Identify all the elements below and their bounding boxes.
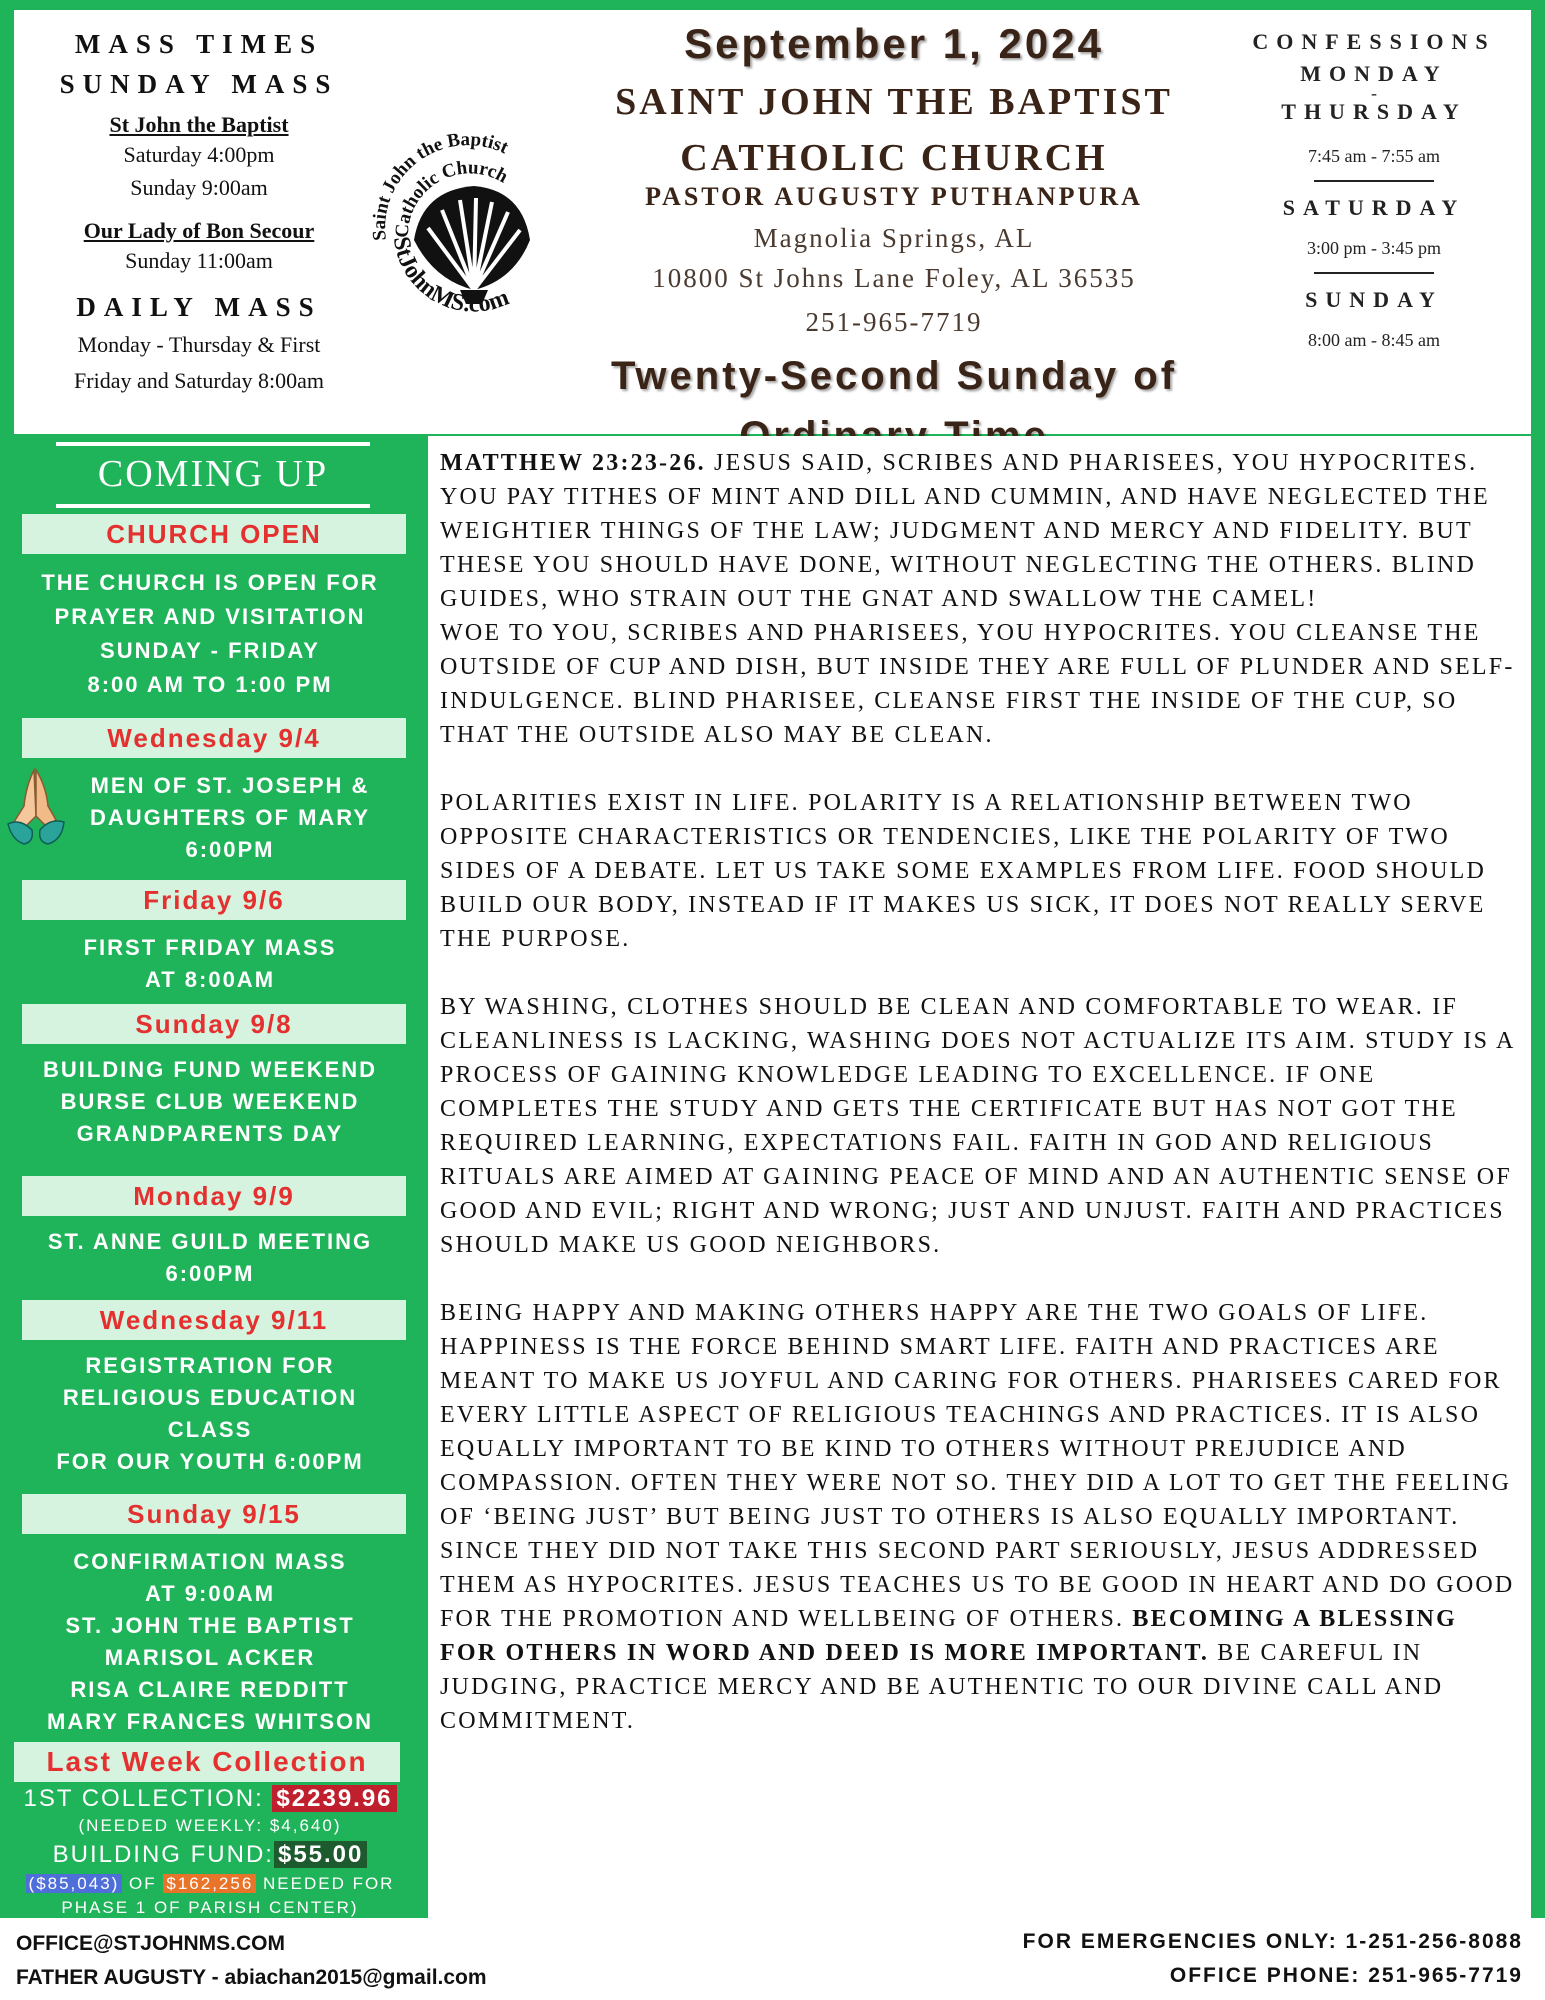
event-line: GRANDPARENTS DAY [76, 1121, 344, 1146]
confessions-sunday: SUNDAY [1305, 287, 1443, 312]
church1-name: St John the Baptist [109, 112, 289, 137]
event-line: MEN OF ST. JOSEPH & [90, 773, 370, 798]
event-line: MARY FRANCES WHITSON [47, 1709, 373, 1734]
goal-amount: $162,256 [163, 1874, 256, 1893]
office-email[interactable]: OFFICE@STJOHNMS.COM [16, 1932, 285, 1955]
church1-time1: Saturday 4:00pm [123, 142, 275, 167]
first-collection-amount: $2239.96 [272, 1785, 396, 1812]
church1-time2: Sunday 9:00am [130, 175, 268, 200]
section-head-wed-9-11: Wednesday 9/11 [22, 1300, 406, 1340]
confessions-thursday: THURSDAY [1281, 99, 1467, 124]
event-line: ST. ANNE GUILD MEETING [47, 1229, 373, 1254]
section-head-wed-9-4: Wednesday 9/4 [22, 718, 406, 758]
mass-times-title: MASS TIMES [74, 29, 324, 59]
mass-times [14, 24, 384, 399]
confessions-weekday-time: 7:45 am - 7:55 am [1308, 146, 1440, 166]
daily-mass-line1: Monday - Thursday & First [77, 332, 321, 357]
section-head-church-open: CHURCH OPEN [22, 514, 406, 554]
church-name-line2: CATHOLIC CHURCH [680, 137, 1108, 179]
liturgical-sunday-line1: Twenty-Second Sunday of [610, 354, 1178, 398]
of-label: OF [122, 1874, 164, 1893]
gospel-reflection [428, 436, 1531, 1918]
gospel-paragraph-2: WOE TO YOU, SCRIBES AND PHARISEES, YOU HYPOCRITES. YOU CLEANSE THE OUTSIDE OF CUP AND DISH, BUT INSIDE THEY ARE FULL OF PLUNDER AND SELF-INDULGENCE. BLIND PHARISEE, CLEANSE FIRST THE INSIDE OF THE CUP, SO THAT THE OUTSIDE ALSO MAY BE CLEAN. [440, 620, 1515, 748]
daily-mass-title: DAILY MASS [76, 292, 322, 322]
confessions-monday: MONDAY [1300, 61, 1448, 86]
reflection-text: BEING HAPPY AND MAKING OTHERS HAPPY ARE THE TWO GOALS OF LIFE. HAPPINESS IS THE FORCE BEHIND SMART LIFE. FAITH AND PRACTICES ARE MEANT TO MAKE US JOYFUL AND CARING FOR OTHERS. PHARISEES CARED FOR EVERY LITTLE ASPECT OF RELIGIOUS TEACHINGS AND PRACTICES. IT IS ALSO EQUALLY IMPORTANT TO BE KIND TO OTHERS WITHOUT PREJUDICE AND COMPASSION. OFTEN THEY WERE NOT SO. THEY DID A LOT TO GET THE FEELING OF ‘BEING JUST’ BUT BEING JUST TO OTHERS IS ALSO EQUALLY IMPORTANT. SINCE THEY DID NOT TAKE THIS SECOND PART SERIOUSLY, JESUS ADDRESSED THEM AS HYPOCRITES. JESUS TEACHES US TO BE GOOD IN HEART AND DO GOOD FOR THE PROMOTION AND WELLBEING OF OTHERS. [440, 1300, 1515, 1632]
gospel-text: JESUS SAID, SCRIBES AND PHARISEES, YOU HYPOCRITES. YOU PAY TITHES OF MINT AND DILL AND CUMMIN, AND HAVE NEGLECTED THE WEIGHTIER THINGS OF THE LAW; JUDGMENT AND MERCY AND FIDELITY. BUT THESE YOU SHOULD HAVE DONE, WITHOUT NEGLECTING THE OTHERS. BLIND GUIDES, WHO STRAIN OUT THE GNAT AND SWALLOW THE CAMEL! [440, 450, 1490, 612]
office-phone: OFFICE PHONE: 251-965-7719 [1169, 1964, 1523, 1987]
church-address: 10800 St Johns Lane Foley, AL 36535 [652, 263, 1136, 293]
section-body-wed-9-4 [60, 770, 400, 866]
event-line: 6:00PM [185, 837, 275, 862]
event-line: CLASS [167, 1417, 253, 1442]
section-body-mon-9-9 [4, 1226, 416, 1290]
confessions-saturday: SATURDAY [1282, 195, 1466, 220]
church-phone: 251-965-7719 [805, 307, 983, 337]
event-line: RELIGIOUS EDUCATION [62, 1385, 358, 1410]
pastor-name: PASTOR AUGUSTY PUTHANPURA [645, 182, 1143, 211]
header [14, 10, 1531, 434]
parish-seal-logo [364, 120, 574, 330]
church-name-line1: SAINT JOHN THE BAPTIST [615, 81, 1173, 123]
event-line: SUNDAY - FRIDAY [100, 638, 320, 663]
event-line: PRAYER AND VISITATION [54, 604, 366, 629]
section-body-sun-9-15 [4, 1546, 416, 1738]
praying-hands-icon [4, 766, 66, 846]
sunday-mass-title: SUNDAY MASS [59, 69, 339, 99]
event-line: REGISTRATION FOR [85, 1353, 335, 1378]
reflection-paragraph-2: BY WASHING, CLOTHES SHOULD BE CLEAN AND COMFORTABLE TO WEAR. IF CLEANLINESS IS LACKING, WASHING DOES NOT ACTUALIZE ITS AIM. STUDY IS A PROCESS OF GAINING KNOWLEDGE LEADING TO EXCELLENCE. IF ONE COMPLETES THE STUDY AND GETS THE CERTIFICATE BUT HAS NOT GOT THE REQUIRED LEARNING, EXPECTATIONS FAIL. FAITH IN GOD AND RELIGIOUS RITUALS ARE AIMED AT GAINING PEACE OF MIND AND AN AUTHENTIC SENSE OF GOOD AND EVIL; RIGHT AND WRONG; JUST AND UNJUST. FAITH AND PRACTICES SHOULD MAKE US GOOD NEIGHBORS. [440, 994, 1515, 1258]
father-email[interactable]: FATHER AUGUSTY - abiachan2015@gmail.com [16, 1966, 487, 1989]
daily-mass-line2: Friday and Saturday 8:00am [74, 368, 324, 393]
svg-text:Saint John the Baptist: Saint John the Baptist [369, 129, 512, 242]
building-fund-label: BUILDING FUND: [52, 1841, 274, 1868]
confessions-saturday-time: 3:00 pm - 3:45 pm [1307, 238, 1441, 258]
event-line: ST. JOHN THE BAPTIST [65, 1613, 355, 1638]
event-line: AT 8:00AM [144, 967, 276, 992]
first-collection [0, 1784, 420, 1814]
coming-up-title: COMING UP [56, 442, 370, 508]
section-head-mon-9-9: Monday 9/9 [22, 1176, 406, 1216]
confessions-title: CONFESSIONS [1252, 29, 1496, 54]
section-body-fri-9-6 [4, 932, 416, 996]
section-head-sun-9-8: Sunday 9/8 [22, 1004, 406, 1044]
building-fund [0, 1840, 420, 1870]
section-head-fri-9-6: Friday 9/6 [22, 880, 406, 920]
section-body-sun-9-8 [4, 1054, 416, 1150]
emergency-phone: FOR EMERGENCIES ONLY: 1-251-256-8088 [1022, 1930, 1523, 1953]
footer [0, 1918, 1545, 2000]
event-line: FIRST FRIDAY MASS [83, 935, 337, 960]
church2-time: Sunday 11:00am [125, 248, 273, 273]
last-week-collection-title: Last Week Collection [14, 1742, 400, 1782]
reflection-closing: BE CAREFUL IN JUDGING, PRACTICE MERCY AND BE AUTHENTIC TO OUR DIVINE CALL AND COMMITMENT. [440, 1640, 1444, 1734]
gospel-reference: MATTHEW 23:23-26. [440, 450, 706, 476]
first-collection-label: 1ST COLLECTION: [23, 1785, 273, 1812]
confessions-dash: - [1371, 83, 1377, 103]
raised-amount: ($85,043) [26, 1874, 123, 1893]
gospel-paragraph [440, 446, 1521, 616]
divider [1314, 180, 1434, 182]
church2-name: Our Lady of Bon Secour [83, 218, 315, 243]
section-head-sun-9-15: Sunday 9/15 [22, 1494, 406, 1534]
event-line: BURSE CLUB WEEKEND [60, 1089, 360, 1114]
parish-center-phase: PHASE 1 OF PARISH CENTER) [61, 1898, 359, 1917]
section-body-wed-9-11 [4, 1350, 416, 1478]
parish-center-progress [0, 1872, 420, 1896]
reflection-emphasis: BECOMING A BLESSING FOR OTHERS IN WORD AND DEED IS MORE IMPORTANT. [440, 1606, 1457, 1666]
event-line: AT 9:00AM [144, 1581, 276, 1606]
event-line: DAUGHTERS OF MARY [89, 805, 371, 830]
confessions [1224, 24, 1524, 354]
event-line: CONFIRMATION MASS [73, 1549, 347, 1574]
svg-text:StJohnMS.com: StJohnMS.com [387, 234, 513, 318]
coming-up-sidebar [0, 436, 420, 1918]
confessions-sunday-time: 8:00 am - 8:45 am [1308, 330, 1440, 350]
needed-weekly: (NEEDED WEEKLY: $4,640) [78, 1816, 342, 1835]
bulletin-date: September 1, 2024 [684, 20, 1104, 67]
svg-text:Catholic Church: Catholic Church [391, 157, 512, 239]
church-city: Magnolia Springs, AL [753, 223, 1035, 253]
event-line: MARISOL ACKER [104, 1645, 316, 1670]
event-line: 6:00PM [165, 1261, 255, 1286]
event-line: FOR OUR YOUTH 6:00PM [56, 1449, 364, 1474]
reflection-paragraph-3 [440, 1296, 1521, 1738]
section-body-church-open [4, 566, 416, 702]
event-line: 8:00 AM TO 1:00 PM [87, 672, 333, 697]
building-fund-amount: $55.00 [274, 1841, 367, 1868]
reflection-paragraph-1: POLARITIES EXIST IN LIFE. POLARITY IS A RELATIONSHIP BETWEEN TWO OPPOSITE CHARACTERISTICS OR TENDENCIES, LIKE THE POLARITY OF TWO SIDES OF A DEBATE. LET US TAKE SOME EXAMPLES FROM LIFE. FOOD SHOULD BUILD OUR BODY, INSTEAD IF IT MAKES US SICK, IT DOES NOT REALLY SERVE THE PURPOSE. [440, 790, 1487, 952]
event-line: THE CHURCH IS OPEN FOR [41, 570, 379, 595]
needed-for-label: NEEDED FOR [256, 1874, 395, 1893]
divider [1314, 272, 1434, 274]
event-line: RISA CLAIRE REDDITT [70, 1677, 350, 1702]
header-center [564, 20, 1224, 466]
event-line: BUILDING FUND WEEKEND [42, 1057, 378, 1082]
